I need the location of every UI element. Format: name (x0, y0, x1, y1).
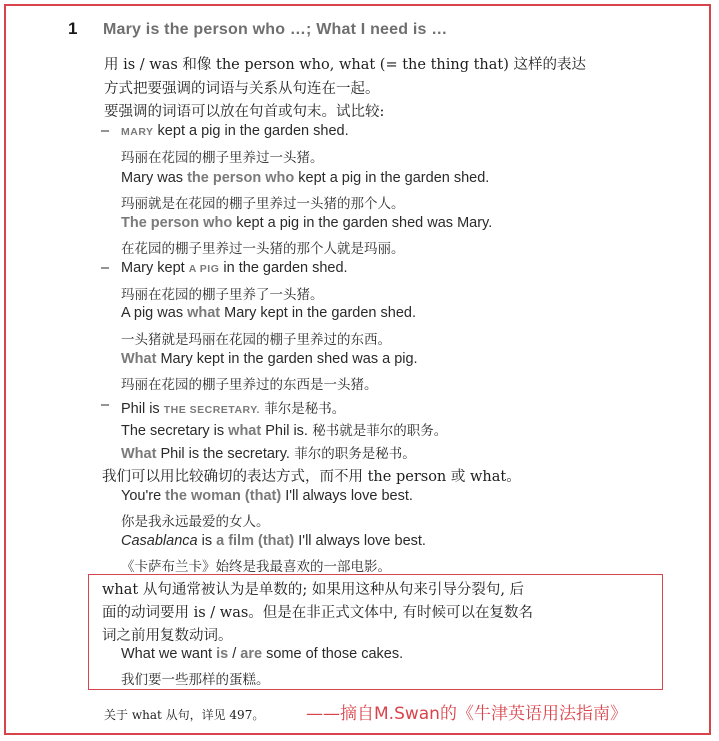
highlight-line-1: what 从句通常被认为是单数的; 如果用这种从句来引导分裂句, 后 (102, 582, 525, 598)
emphasis-bold: a film (that) (216, 533, 295, 549)
alternative-rule: 我们可以用比较确切的表达方式，而不用 the person 或 what。 (102, 469, 521, 485)
emphasis-bold: the woman (that) (165, 488, 282, 504)
section-title: Mary is the person who …; What I need is … (103, 21, 448, 38)
example-translation: 《卡萨布兰卡》始终是我最喜欢的一部电影。 (121, 559, 391, 575)
example-translation: 我们要一些那样的蛋糕。 (121, 672, 270, 688)
example-sentence: What we want is / are some of those cakes. (121, 646, 404, 662)
emphasis-bold: what (228, 423, 262, 439)
highlight-line-2: 面的动词要用 is / was。但是在非正式文体中, 有时候可以在复数名 (102, 605, 534, 621)
emphasis-bold: What (121, 351, 157, 367)
footnote: 关于 what 从句，详见 497。 (104, 708, 265, 722)
bullet-dash: – (101, 123, 110, 139)
example-sentence: Mary was the person who kept a pig in the garden shed. (121, 170, 490, 186)
emphasis-bold: what (187, 305, 221, 321)
emphasis-bold: The person who (121, 215, 233, 231)
example-sentence: The person who kept a pig in the garden shed was Mary. (121, 215, 493, 231)
intro-line-2: 方式把要强调的词语与关系从句连在一起。 (104, 81, 380, 97)
bullet-dash: – (101, 397, 110, 413)
emphasis-bold: is (216, 646, 229, 662)
emphasis-caps: THE SECRETARY. (163, 404, 260, 416)
example-sentence: You're the woman (that) I'll always love best. (121, 488, 413, 504)
example-translation: 玛丽在花园的棚子里养过的东西是一头猪。 (121, 377, 378, 393)
example-sentence: A pig was what Mary kept in the garden shed. (121, 305, 416, 321)
bullet-dash: – (101, 260, 110, 276)
example-sentence: Casablanca is a film (that) I'll always love best. (121, 533, 426, 549)
source-credit: ——摘自M.Swan的《牛津英语用法指南》 (306, 704, 627, 724)
example-translation: 一头猪就是玛丽在花园的棚子里养过的东西。 (121, 332, 391, 348)
example-translation: 玛丽在花园的棚子里养过一头猪。 (121, 150, 324, 166)
example-sentence: Phil is THE SECRETARY. 菲尔是秘书。 (121, 401, 346, 417)
example-sentence: What Mary kept in the garden shed was a pig. (121, 351, 418, 367)
example-sentence: Mary kept A PIG in the garden shed. (121, 260, 348, 276)
example-translation: 玛丽在花园的棚子里养了一头猪。 (121, 287, 324, 303)
emphasis-caps: A PIG (188, 263, 220, 275)
intro-line-1: 用 is / was 和像 the person who, what (= the thing that) 这样的表达 (104, 57, 587, 73)
example-translation: 你是我永远最爱的女人。 (121, 514, 270, 530)
highlight-line-3: 词之前用复数动词。 (102, 628, 233, 644)
section-number: 1 (68, 19, 78, 38)
example-translation: 玛丽就是在花园的棚子里养过一头猪的那个人。 (121, 196, 405, 212)
emphasis-bold: What (121, 446, 157, 462)
example-sentence: MARY kept a pig in the garden shed. (121, 123, 349, 139)
emphasis-bold: the person who (187, 170, 295, 186)
example-translation: 在花园的棚子里养过一头猪的那个人就是玛丽。 (121, 241, 405, 257)
example-sentence: What Phil is the secretary. 菲尔的职务是秘书。 (121, 446, 416, 462)
emphasis-bold: are (240, 646, 263, 662)
emphasis-caps: MARY (121, 126, 154, 138)
intro-line-3: 要强调的词语可以放在句首或句末。试比较: (104, 104, 385, 120)
example-sentence: The secretary is what Phil is. 秘书就是菲尔的职务。 (121, 423, 448, 439)
